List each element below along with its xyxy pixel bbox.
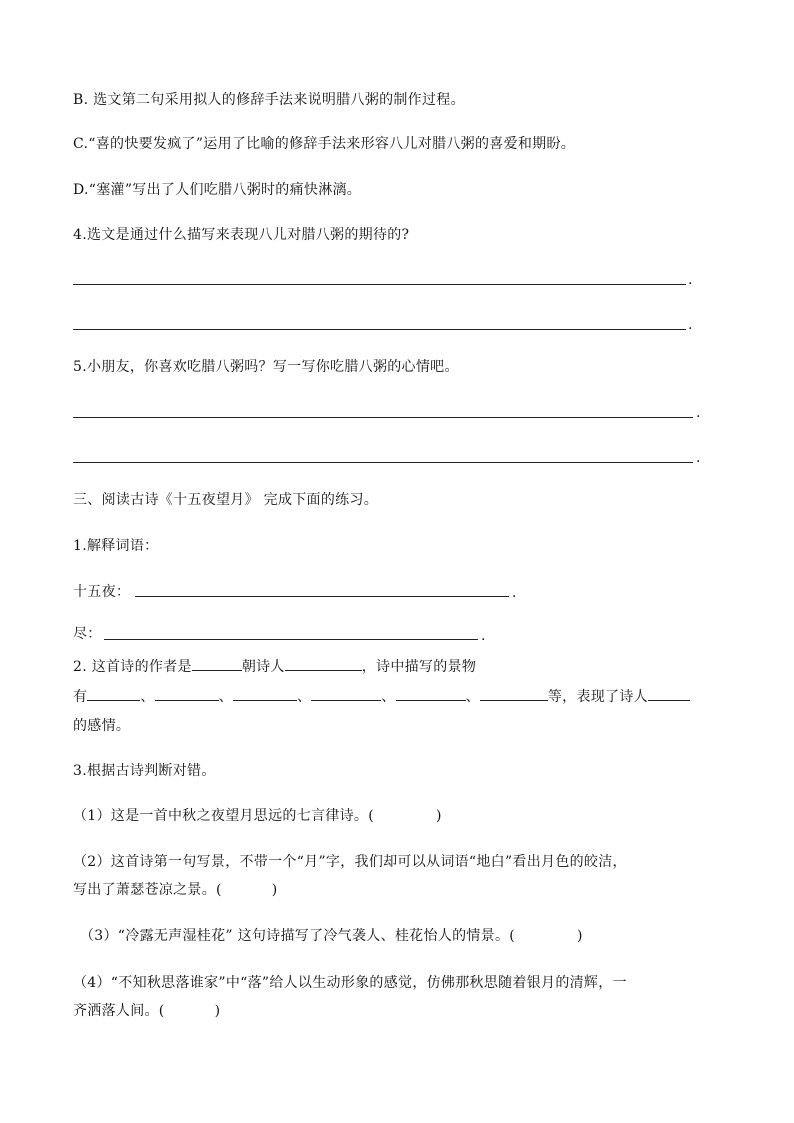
paren-close: )	[435, 808, 442, 824]
judge-text: （3）“冷露无声湿桂花” 这句诗描写了冷气袭人、桂花怡人的情景。(	[80, 928, 516, 944]
separator: 、	[465, 689, 480, 705]
separator: 、	[140, 689, 155, 705]
paren-close: )	[271, 882, 278, 898]
period-mark: .	[696, 450, 701, 466]
sub-question-1: 1.解释词语：	[73, 538, 159, 554]
term-label-2: 尽：	[73, 626, 102, 642]
blank-poet[interactable]	[285, 656, 362, 671]
period-mark: .	[696, 405, 701, 421]
period-mark: .	[481, 628, 486, 644]
judge-item-1	[73, 806, 442, 826]
judge-item-4: （4）“不知秋思落谁家”中“落”给人以生动形象的感觉，仿佛那秋思随着银月的清辉，一	[73, 975, 627, 991]
answer-line-4a[interactable]	[73, 284, 686, 285]
judge-text: 齐洒落人间。(	[73, 1003, 165, 1019]
blank-scene-4[interactable]	[311, 686, 381, 701]
judge-item-3	[80, 926, 583, 946]
blank-scene-3[interactable]	[233, 686, 297, 701]
fill-text: 等，表现了诗人	[547, 689, 648, 705]
term-label-1: 十五夜：	[73, 584, 131, 600]
separator: 、	[218, 689, 233, 705]
option-b: B. 选文第二句采用拟人的修辞手法来说明腊八粥的制作过程。	[73, 92, 465, 108]
fill-line-2	[73, 686, 690, 707]
question-4: 4.选文是通过什么描写来表现八儿对腊八粥的期待的?	[73, 227, 410, 243]
section-heading: 三、阅读古诗《十五夜望月》 完成下面的练习。	[73, 492, 379, 508]
blank-dynasty[interactable]	[192, 656, 242, 671]
option-d: D.“塞灌”写出了人们吃腊八粥时的痛快淋漓。	[73, 182, 362, 198]
answer-line-term1[interactable]	[135, 596, 509, 597]
period-mark: .	[688, 317, 693, 333]
sub-question-3: 3.根据古诗判断对错。	[73, 763, 216, 779]
option-c: C.“喜的快要发疯了”运用了比喻的修辞手法来形容八儿对腊八粥的喜爱和期盼。	[73, 136, 576, 152]
fill-line-3: 的感情。	[73, 718, 131, 734]
separator: 、	[296, 689, 312, 705]
blank-scene-5[interactable]	[396, 686, 466, 701]
fill-line-1	[73, 656, 476, 677]
question-5: 5.小朋友，你喜欢吃腊八粥吗？写一写你吃腊八粥的心情吧。	[73, 359, 459, 375]
fill-text: ，诗中描写的景物	[361, 659, 477, 675]
paren-close: )	[577, 928, 583, 944]
answer-line-term2[interactable]	[104, 639, 478, 640]
answer-line-5a[interactable]	[73, 417, 693, 418]
separator: 、	[381, 689, 396, 705]
answer-line-4b[interactable]	[73, 329, 686, 330]
judge-text: 写出了萧瑟苍凉之景。(	[73, 882, 222, 898]
fill-text: 2. 这首诗的作者是	[73, 659, 192, 675]
judge-item-2: （2）这首诗第一句写景，不带一个“月”字，我们却可以从词语“地白”看出月色的皎洁，	[73, 854, 627, 870]
blank-scene-2[interactable]	[155, 686, 219, 701]
fill-text: 朝诗人	[241, 659, 285, 675]
period-mark: .	[688, 272, 693, 288]
blank-scene-1[interactable]	[87, 686, 140, 701]
paren-close: )	[214, 1003, 221, 1019]
blank-scene-6[interactable]	[480, 686, 548, 701]
answer-line-5b[interactable]	[73, 462, 693, 463]
fill-text: 有	[73, 689, 88, 705]
judge-text: （1）这是一首中秋之夜望月思远的七言律诗。(	[73, 808, 374, 824]
blank-feeling[interactable]	[648, 686, 690, 701]
judge-item-4-cont	[73, 1001, 220, 1021]
period-mark: .	[512, 585, 517, 601]
judge-item-2-cont	[73, 880, 278, 900]
